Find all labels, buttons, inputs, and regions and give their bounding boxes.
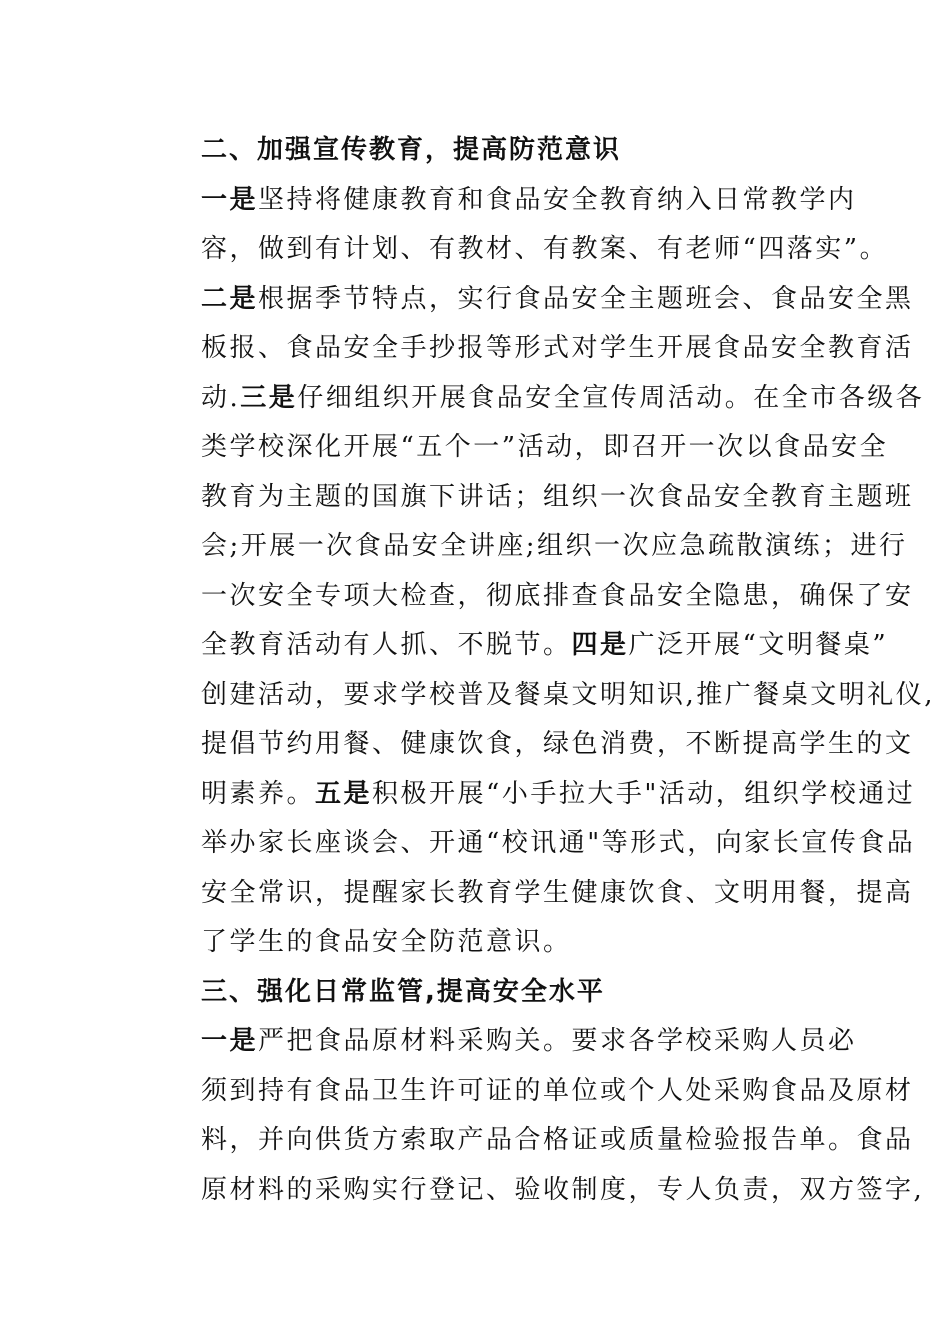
text-run: 严把食品原材料采购关。要求各学校采购人员必 [258,1026,857,1056]
section-heading-3: 三、强化日常监管,提高安全水平 [201,976,605,1007]
text-run: 容，做到有计划、有教材、有教案、有老师“四落实”。 [201,234,889,264]
text-run: 会;开展一次食品安全讲座;组织一次应急疏散演练；进行 [201,531,908,561]
bold-lead-word: 一是 [201,184,259,215]
text-run: 教育为主题的国旗下讲话；组织一次食品安全教育主题班 [201,481,914,512]
text-line [148,1067,914,1117]
text-run: 根据季节特点，实行食品安全主题班会、食品安全黑 [258,283,914,314]
text-line [148,275,914,325]
text-run: 坚持将健康教育和食品安全教育纳入日常教学内 [258,184,857,215]
text-run: 积极开展“小手拉大手"活动，组织学校通过 [372,778,916,809]
bold-lead-word: 四是 [571,630,629,660]
text-line [148,819,916,869]
text-line [148,423,889,473]
text-run: 类学校深化开展“五个一”活动，即召开一次以食品安全 [201,432,889,462]
text-line [148,374,925,424]
text-line [148,176,857,226]
text-run: 广泛开展“文明餐桌” [628,630,889,660]
text-run: 举办家长座谈会、开通“校讯通"等形式，向家长宣传食品 [201,828,916,858]
text-run: 一次安全专项大检查，彻底排查食品安全隐患，确保了安 [201,580,914,611]
text-line [148,720,914,770]
text-line [148,918,820,968]
section-paragraph-3 [148,1017,925,1215]
text-line [148,770,916,820]
text-line [148,225,889,275]
bold-lead-word: 三是 [240,382,298,413]
text-line [148,869,914,919]
text-run: 全教育活动有人抓、不脱节。 [201,630,572,660]
bold-lead-word: 二是 [201,283,259,314]
text-run: 创建活动，要求学校普及餐桌文明知识,推广餐桌文明礼仪, [201,679,936,710]
section-paragraph-2 [148,176,936,968]
document-body [148,126,936,1215]
bold-lead-word: 一是 [201,1026,259,1056]
text-line [148,1166,925,1216]
text-run: 了学生的食品安全防范意识。 [201,927,572,957]
section-heading-2: 二、加强宣传教育，提高防范意识 [201,135,622,165]
text-line [148,1116,914,1166]
text-line [148,671,936,721]
text-line [148,572,914,622]
text-line [148,473,914,523]
text-run: 动. [201,382,241,413]
text-run: 明素养。 [201,778,316,809]
text-line [148,621,889,671]
text-run: 料，并向供货方索取产品合格证或质量检验报告单。食品 [201,1125,914,1155]
text-line [148,1017,857,1067]
text-run: 板报、食品安全手抄报等形式对学生开展食品安全教育活 [201,333,914,363]
bold-lead-word: 五是 [315,778,373,809]
text-run: 提倡节约用餐、健康饮食，绿色消费，不断提高学生的文 [201,729,914,759]
text-run: 安全常识，提醒家长教育学生健康饮食、文明用餐，提高 [201,877,914,908]
text-run: 原材料的采购实行登记、验收制度，专人负责，双方签字, [201,1174,925,1205]
text-line [148,522,908,572]
text-line [148,324,914,374]
text-run: 仔细组织开展食品安全宣传周活动。在全市各级各 [297,382,925,413]
text-run: 须到持有食品卫生许可证的单位或个人处采购食品及原材 [201,1075,914,1106]
